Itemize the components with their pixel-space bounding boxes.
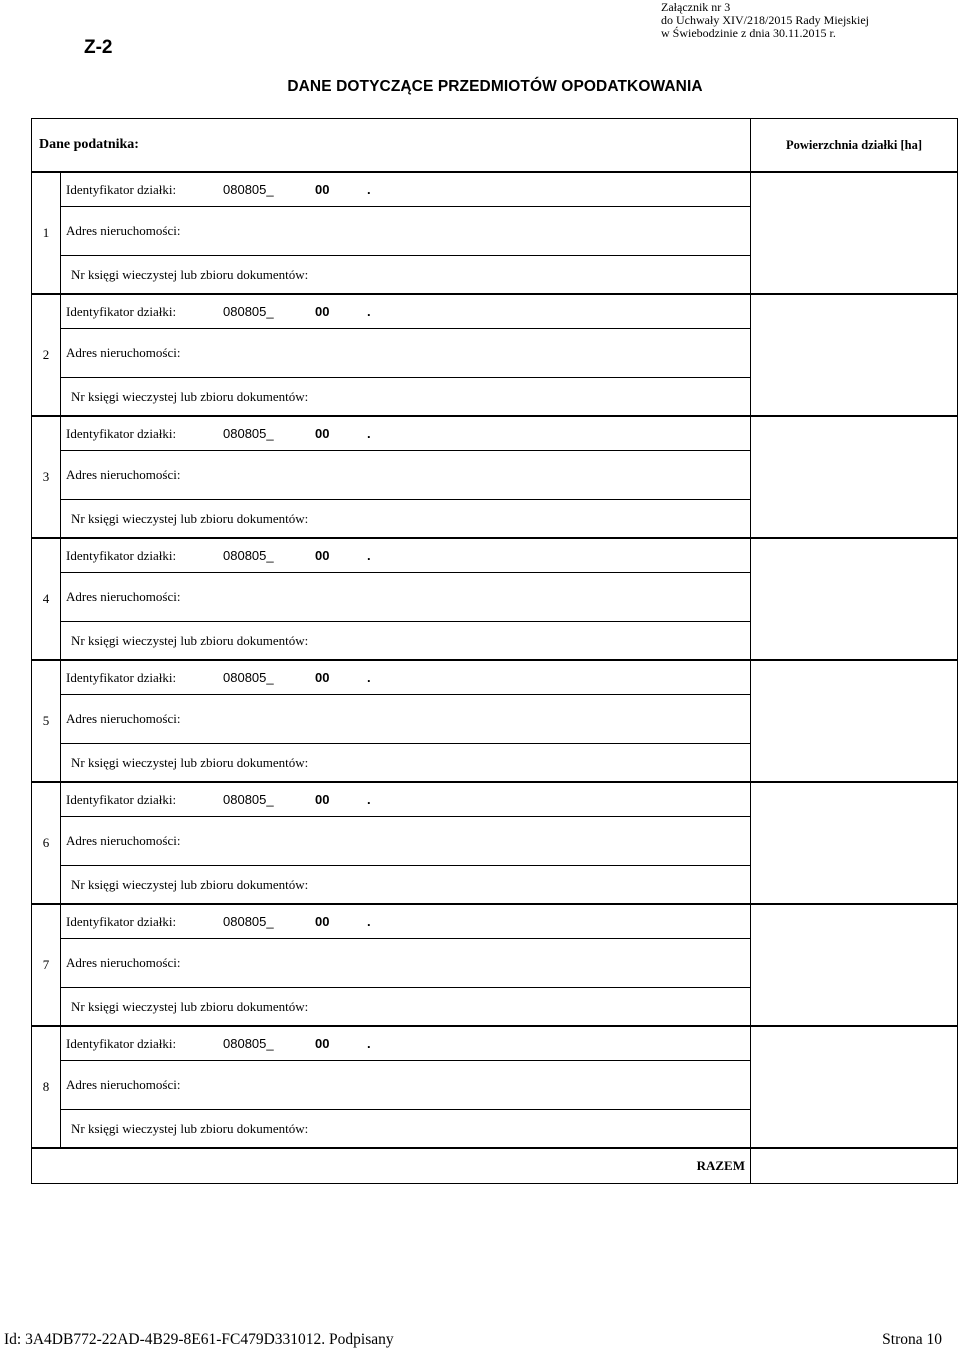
parcel-id-prefix: 080805_ (223, 303, 274, 319)
parcel-number: 5 (32, 660, 61, 782)
attachment-line-1: Załącznik nr 3 (661, 0, 731, 14)
taxpayer-header: Dane podatnika: (32, 119, 751, 173)
parcel-row (32, 1026, 958, 1061)
parcel-id-field[interactable] (61, 294, 751, 329)
address-field[interactable] (61, 329, 751, 378)
address-field[interactable] (61, 695, 751, 744)
address-field[interactable] (61, 1061, 751, 1110)
parcel-id-field[interactable] (61, 538, 751, 573)
address-label: Adres nieruchomości: (66, 955, 181, 970)
parcel-id-prefix: 080805_ (223, 913, 274, 929)
parcel-id-dot: . (367, 425, 371, 441)
address-label: Adres nieruchomości: (66, 833, 181, 848)
parcel-id-00: 00 (315, 1035, 330, 1051)
parcel-id-dot: . (367, 791, 371, 807)
page-number: Strona 10 (882, 1331, 942, 1348)
parcel-id-00: 00 (315, 547, 330, 563)
land-register-label: Nr księgi wieczystej lub zbioru dokumentów: (71, 754, 309, 770)
parcel-number: 1 (32, 172, 61, 294)
attachment-note (661, 1, 869, 40)
parcel-id-label: Identyfikator działki: (66, 303, 177, 319)
parcel-id-label: Identyfikator działki: (66, 913, 177, 929)
address-field[interactable] (61, 573, 751, 622)
land-register-label: Nr księgi wieczystej lub zbioru dokumentów: (71, 266, 309, 282)
attachment-line-2: do Uchwały XIV/218/2015 Rady Miejskiej (661, 13, 869, 27)
form-code: Z-2 (84, 37, 113, 58)
parcel-row (32, 904, 958, 939)
parcel-id-label: Identyfikator działki: (66, 181, 177, 197)
parcel-id-00: 00 (315, 425, 330, 441)
total-label: RAZEM (32, 1148, 751, 1184)
parcel-id-prefix: 080805_ (223, 1035, 274, 1051)
header-row (32, 119, 958, 173)
parcel-number: 8 (32, 1026, 61, 1148)
parcel-row (32, 782, 958, 817)
parcel-id-field[interactable] (61, 782, 751, 817)
land-register-field[interactable] (61, 256, 751, 295)
parcel-id-label: Identyfikator działki: (66, 1035, 177, 1051)
parcel-id-prefix: 080805_ (223, 181, 274, 197)
land-register-field[interactable] (61, 988, 751, 1027)
address-label: Adres nieruchomości: (66, 345, 181, 360)
address-label: Adres nieruchomości: (66, 589, 181, 604)
parcel-id-label: Identyfikator działki: (66, 791, 177, 807)
land-register-label: Nr księgi wieczystej lub zbioru dokumentów: (71, 998, 309, 1014)
address-label: Adres nieruchomości: (66, 711, 181, 726)
parcel-id-dot: . (367, 1035, 371, 1051)
address-field[interactable] (61, 817, 751, 866)
land-register-label: Nr księgi wieczystej lub zbioru dokumentów: (71, 510, 309, 526)
parcel-area-field[interactable] (751, 172, 958, 294)
parcel-id-00: 00 (315, 791, 330, 807)
parcel-id-00: 00 (315, 181, 330, 197)
parcel-row (32, 294, 958, 329)
parcel-id-00: 00 (315, 669, 330, 685)
parcel-area-field[interactable] (751, 416, 958, 538)
parcel-row (32, 172, 958, 207)
land-register-label: Nr księgi wieczystej lub zbioru dokumentów: (71, 876, 309, 892)
parcel-row (32, 538, 958, 573)
parcel-id-dot: . (367, 181, 371, 197)
parcel-id-prefix: 080805_ (223, 791, 274, 807)
parcel-number: 2 (32, 294, 61, 416)
parcel-area-field[interactable] (751, 538, 958, 660)
land-register-label: Nr księgi wieczystej lub zbioru dokumentów: (71, 1120, 309, 1136)
parcel-id-field[interactable] (61, 660, 751, 695)
parcel-id-label: Identyfikator działki: (66, 669, 177, 685)
parcel-number: 7 (32, 904, 61, 1026)
address-label: Adres nieruchomości: (66, 223, 181, 238)
parcel-area-field[interactable] (751, 1026, 958, 1148)
parcel-id-field[interactable] (61, 172, 751, 207)
land-register-field[interactable] (61, 744, 751, 783)
address-field[interactable] (61, 207, 751, 256)
address-field[interactable] (61, 939, 751, 988)
land-register-field[interactable] (61, 378, 751, 417)
parcel-id-field[interactable] (61, 1026, 751, 1061)
parcel-number: 6 (32, 782, 61, 904)
land-register-label: Nr księgi wieczystej lub zbioru dokumentów: (71, 388, 309, 404)
parcel-id-dot: . (367, 669, 371, 685)
total-row (32, 1148, 958, 1184)
land-register-field[interactable] (61, 1110, 751, 1149)
parcel-id-field[interactable] (61, 416, 751, 451)
parcel-id-dot: . (367, 303, 371, 319)
parcel-area-field[interactable] (751, 904, 958, 1026)
parcel-id-prefix: 080805_ (223, 669, 274, 685)
parcel-id-label: Identyfikator działki: (66, 425, 177, 441)
attachment-line-3: w Świebodzinie z dnia 30.11.2015 r. (661, 26, 836, 40)
address-field[interactable] (61, 451, 751, 500)
parcel-id-label: Identyfikator działki: (66, 547, 177, 563)
address-label: Adres nieruchomości: (66, 1077, 181, 1092)
parcel-id-prefix: 080805_ (223, 547, 274, 563)
land-register-field[interactable] (61, 866, 751, 905)
parcel-id-field[interactable] (61, 904, 751, 939)
page-title: DANE DOTYCZĄCE PRZEDMIOTÓW OPODATKOWANIA (287, 78, 703, 95)
total-area-field[interactable] (751, 1148, 958, 1184)
parcel-id-00: 00 (315, 913, 330, 929)
parcel-id-dot: . (367, 547, 371, 563)
parcel-id-dot: . (367, 913, 371, 929)
parcel-area-field[interactable] (751, 782, 958, 904)
area-header: Powierzchnia działki [ha] (751, 119, 958, 173)
parcel-row (32, 660, 958, 695)
parcel-id-prefix: 080805_ (223, 425, 274, 441)
land-register-field[interactable] (61, 622, 751, 661)
parcel-table (31, 118, 958, 1184)
parcel-number: 4 (32, 538, 61, 660)
parcel-area-field[interactable] (751, 660, 958, 782)
parcel-area-field[interactable] (751, 294, 958, 416)
document-id: Id: 3A4DB772-22AD-4B29-8E61-FC479D331012. Podpisany (4, 1331, 394, 1348)
parcel-id-00: 00 (315, 303, 330, 319)
land-register-label: Nr księgi wieczystej lub zbioru dokumentów: (71, 632, 309, 648)
parcel-row (32, 416, 958, 451)
address-label: Adres nieruchomości: (66, 467, 181, 482)
parcel-number: 3 (32, 416, 61, 538)
land-register-field[interactable] (61, 500, 751, 539)
